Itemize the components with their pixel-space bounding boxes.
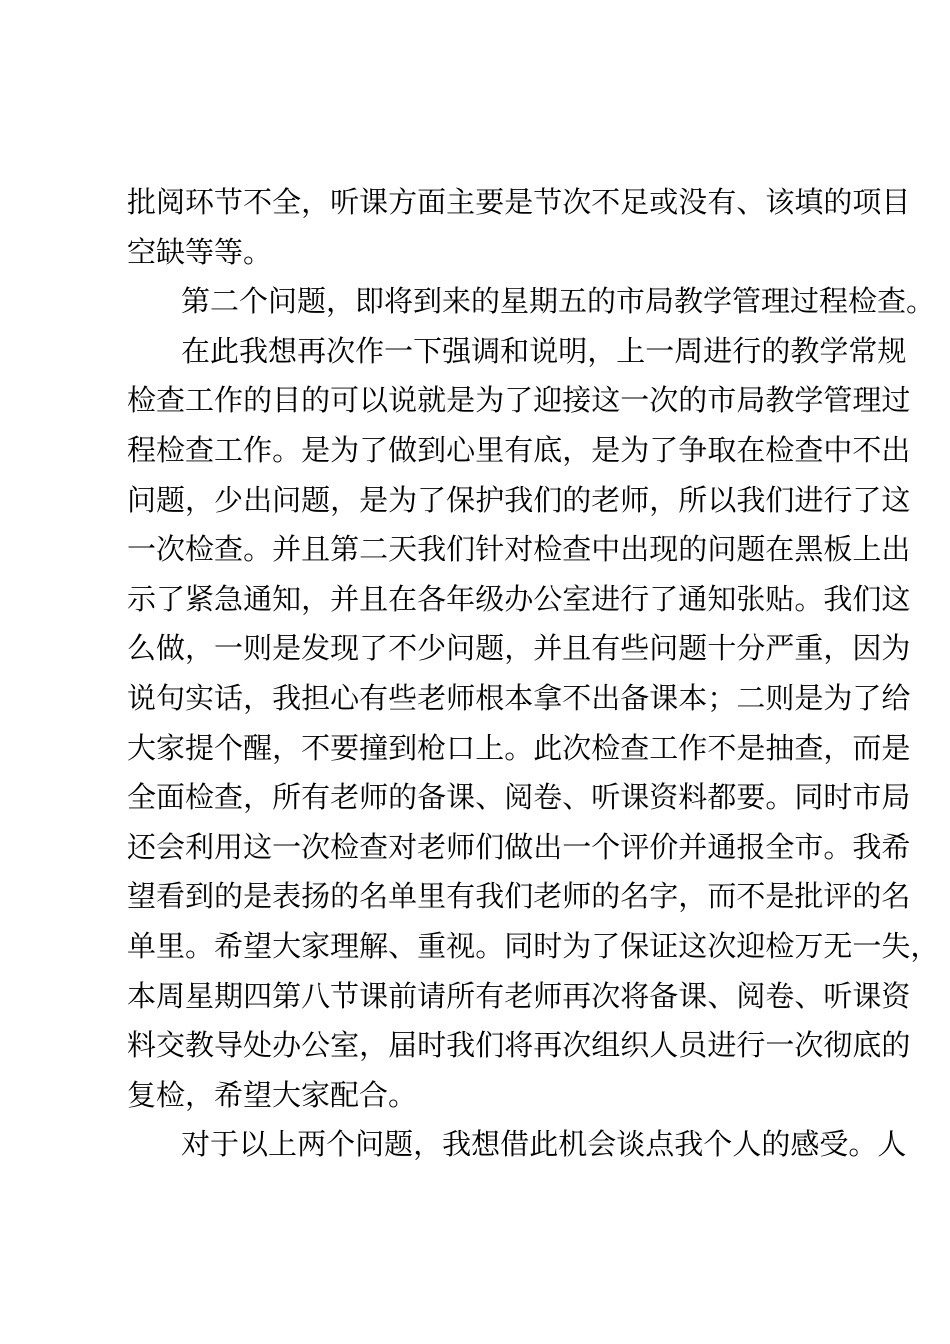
body-text xyxy=(127,178,940,1170)
text-line: 问 题 ， 少 出 问 题 ， 是 为 了 保 护 我 们 的 老 师 ， 所 以 我 们 进 行 了 这 xyxy=(127,482,911,517)
text-line: 复检，希望大家配合。 xyxy=(127,1077,418,1112)
text-line: 本 周 星 期 四 第 八 节 课 前 请 所 有 老 师 再 次 将 备 课 、 阅 卷 、 听 课 资 xyxy=(127,978,911,1013)
text-line: 么 做 ， 一 则 是 发 现 了 不 少 问 题 ， 并 且 有 些 问 题 十 分 严 重 ， 因 为 xyxy=(127,631,911,666)
text-line: 程 检 查 工 作 。 是 为 了 做 到 心 里 有 底 ， 是 为 了 争 取 在 检 查 中 不 出 xyxy=(127,432,911,467)
text-line: 对 于 以 上 两 个 问 题 ， 我 想 借 此 机 会 谈 点 我 个 人 的 感 受 。 人 xyxy=(181,1127,907,1162)
text-line: 还 会 利 用 这 一 次 检 查 对 老 师 们 做 出 一 个 评 价 并 通 报 全 市 。 我 希 xyxy=(127,829,911,864)
text-line: 批 阅 环 节 不 全 ， 听 课 方 面 主 要 是 节 次 不 足 或 没 有 、 该 填 的 项 目 xyxy=(127,185,911,219)
text-line: 单 里 。 希 望 大 家 理 解 、 重 视 。 同 时 为 了 保 证 这 次 迎 检 万 无 一 失 ， xyxy=(127,928,940,963)
text-line: 大 家 提 个 醒 ， 不 要 撞 到 枪 口 上 。 此 次 检 查 工 作 不 是 抽 查 ， 而 是 xyxy=(127,730,911,765)
text-line: 望 看 到 的 是 表 扬 的 名 单 里 有 我 们 老 师 的 名 字 ， 而 不 是 批 评 的 名 xyxy=(127,879,911,914)
text-line: 料 交 教 导 处 办 公 室 ， 届 时 我 们 将 再 次 组 织 人 员 进 行 一 次 彻 底 的 xyxy=(127,1028,911,1063)
text-line: 示 了 紧 急 通 知 ， 并 且 在 各 年 级 办 公 室 进 行 了 通 知 张 贴 。 我 们 这 xyxy=(127,581,911,616)
text-line: 说 句 实 话 ， 我 担 心 有 些 老 师 根 本 拿 不 出 备 课 本 ； 二 则 是 为 了 给 xyxy=(127,680,911,715)
text-line: 全 面 检 查 ， 所 有 老 师 的 备 课 、 阅 卷 、 听 课 资 料 都 要 。 同 时 市 局 xyxy=(127,780,911,815)
text-line: 空缺等等。 xyxy=(127,234,273,269)
text-line: 检 查 工 作 的 目 的 可 以 说 就 是 为 了 迎 接 这 一 次 的 市 局 教 学 管 理 过 xyxy=(127,383,911,418)
text-line: 在 此 我 想 再 次 作 一 下 强 调 和 说 明 ， 上 一 周 进 行 的 教 学 常 规 xyxy=(181,333,907,368)
text-line: 第二个问题，即将到来的星期五的市局教学管理过程检查。 xyxy=(181,284,936,319)
text-line: 一 次 检 查 。 并 且 第 二 天 我 们 针 对 检 查 中 出 现 的 问 题 在 黑 板 上 出 xyxy=(127,532,911,567)
